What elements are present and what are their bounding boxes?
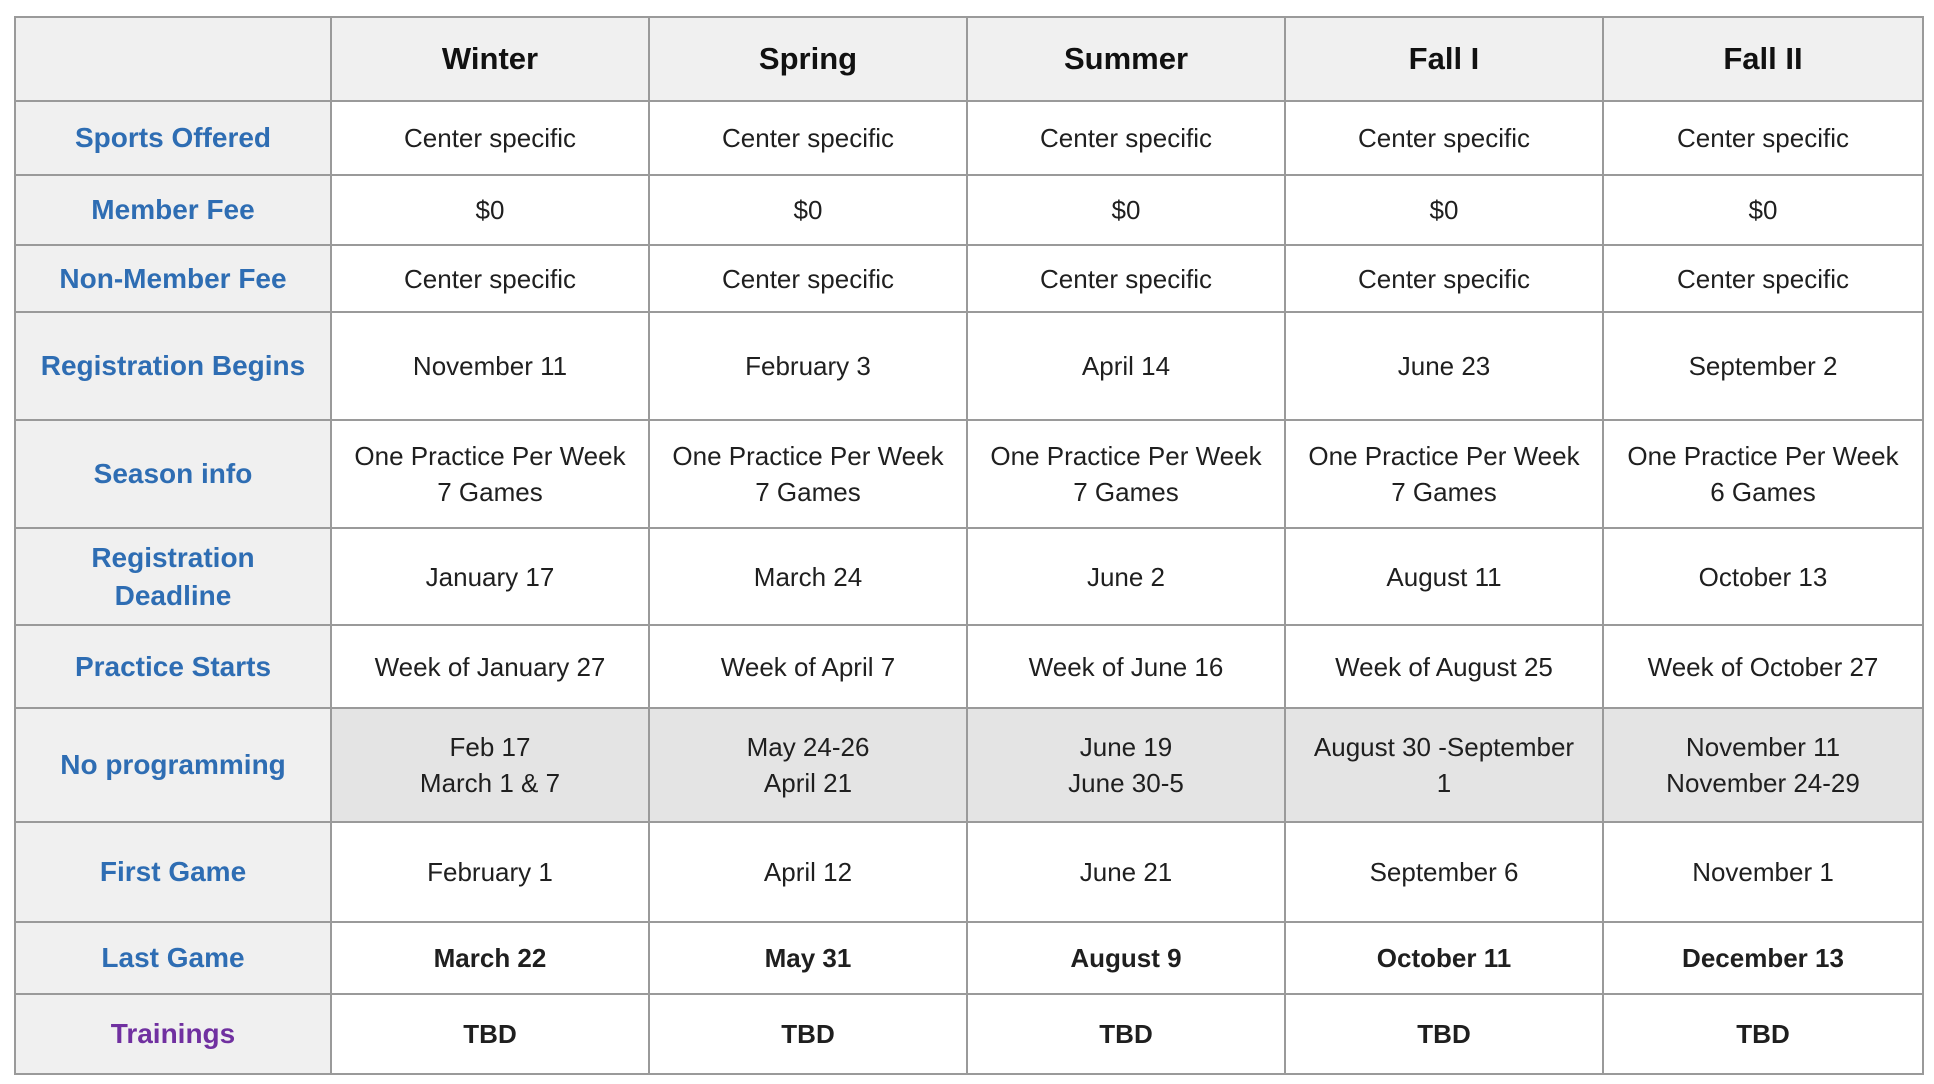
cell-value: Center specific bbox=[1285, 245, 1603, 312]
cell-value: TBD bbox=[1285, 994, 1603, 1074]
cell-value: TBD bbox=[1603, 994, 1923, 1074]
row-last-game bbox=[15, 922, 1923, 994]
cell-line: June 30-5 bbox=[1068, 768, 1184, 798]
column-header-fall-2: Fall II bbox=[1603, 17, 1923, 101]
cell-value bbox=[331, 420, 649, 528]
cell-value: April 14 bbox=[967, 312, 1285, 420]
row-first-game bbox=[15, 822, 1923, 922]
cell-value: Center specific bbox=[967, 245, 1285, 312]
cell-value bbox=[649, 708, 967, 822]
cell-line: 6 Games bbox=[1710, 477, 1816, 507]
cell-line: 7 Games bbox=[1073, 477, 1179, 507]
cell-value bbox=[1603, 708, 1923, 822]
cell-value: October 13 bbox=[1603, 528, 1923, 625]
cell-line: One Practice Per Week bbox=[354, 441, 626, 471]
cell-line: One Practice Per Week bbox=[1627, 441, 1899, 471]
row-label-last-game: Last Game bbox=[15, 922, 331, 994]
cell-value: Center specific bbox=[1603, 245, 1923, 312]
row-label-registration-begins: Registration Begins bbox=[15, 312, 331, 420]
cell-line: 7 Games bbox=[437, 477, 543, 507]
cell-value: November 11 bbox=[331, 312, 649, 420]
cell-value: Center specific bbox=[649, 101, 967, 175]
corner-cell bbox=[15, 17, 331, 101]
cell-line: One Practice Per Week bbox=[1308, 441, 1580, 471]
cell-value bbox=[967, 708, 1285, 822]
cell-line: March 1 & 7 bbox=[419, 768, 561, 798]
cell-value: November 1 bbox=[1603, 822, 1923, 922]
cell-value: May 31 bbox=[649, 922, 967, 994]
row-no-programming bbox=[15, 708, 1923, 822]
cell-value bbox=[649, 420, 967, 528]
row-label-line: Registration bbox=[91, 541, 255, 573]
cell-value: February 3 bbox=[649, 312, 967, 420]
row-label-non-member-fee: Non-Member Fee bbox=[15, 245, 331, 312]
row-label-trainings: Trainings bbox=[15, 994, 331, 1074]
cell-value: Center specific bbox=[649, 245, 967, 312]
cell-line: One Practice Per Week bbox=[990, 441, 1262, 471]
column-header-spring: Spring bbox=[649, 17, 967, 101]
row-label-first-game: First Game bbox=[15, 822, 331, 922]
row-member-fee bbox=[15, 175, 1923, 245]
cell-line: Feb 17 bbox=[449, 732, 531, 762]
cell-value: September 6 bbox=[1285, 822, 1603, 922]
row-sports-offered bbox=[15, 101, 1923, 175]
cell-value bbox=[967, 420, 1285, 528]
row-label-member-fee: Member Fee bbox=[15, 175, 331, 245]
cell-line: August 30 -September bbox=[1313, 732, 1575, 762]
cell-value: $0 bbox=[1285, 175, 1603, 245]
row-registration-deadline bbox=[15, 528, 1923, 625]
cell-line: 7 Games bbox=[1391, 477, 1497, 507]
column-header-summer: Summer bbox=[967, 17, 1285, 101]
cell-line: November 24-29 bbox=[1666, 768, 1860, 798]
cell-value: June 23 bbox=[1285, 312, 1603, 420]
cell-value: September 2 bbox=[1603, 312, 1923, 420]
cell-value bbox=[331, 708, 649, 822]
header-row bbox=[15, 17, 1923, 101]
column-header-fall-1: Fall I bbox=[1285, 17, 1603, 101]
cell-value: Week of October 27 bbox=[1603, 625, 1923, 708]
cell-value: February 1 bbox=[331, 822, 649, 922]
cell-value: August 11 bbox=[1285, 528, 1603, 625]
cell-value: Center specific bbox=[1285, 101, 1603, 175]
cell-line: June 19 bbox=[1079, 732, 1173, 762]
cell-value: TBD bbox=[331, 994, 649, 1074]
cell-value: June 21 bbox=[967, 822, 1285, 922]
cell-value: Center specific bbox=[331, 101, 649, 175]
cell-value: August 9 bbox=[967, 922, 1285, 994]
cell-value: $0 bbox=[331, 175, 649, 245]
row-practice-starts bbox=[15, 625, 1923, 708]
cell-value: TBD bbox=[649, 994, 967, 1074]
season-schedule-table bbox=[14, 16, 1924, 1075]
cell-value: $0 bbox=[967, 175, 1285, 245]
cell-value: Week of January 27 bbox=[331, 625, 649, 708]
cell-value: April 12 bbox=[649, 822, 967, 922]
row-non-member-fee bbox=[15, 245, 1923, 312]
cell-value: March 24 bbox=[649, 528, 967, 625]
column-header-winter: Winter bbox=[331, 17, 649, 101]
cell-value: June 2 bbox=[967, 528, 1285, 625]
row-registration-begins bbox=[15, 312, 1923, 420]
row-label-line: Deadline bbox=[114, 579, 232, 611]
cell-value: Center specific bbox=[967, 101, 1285, 175]
cell-value: Week of August 25 bbox=[1285, 625, 1603, 708]
row-label-sports-offered: Sports Offered bbox=[15, 101, 331, 175]
cell-value: Center specific bbox=[1603, 101, 1923, 175]
cell-value: $0 bbox=[1603, 175, 1923, 245]
cell-value bbox=[1603, 420, 1923, 528]
cell-value: Week of April 7 bbox=[649, 625, 967, 708]
cell-value: December 13 bbox=[1603, 922, 1923, 994]
row-label-no-programming: No programming bbox=[15, 708, 331, 822]
cell-value: $0 bbox=[649, 175, 967, 245]
cell-line: April 21 bbox=[763, 768, 853, 798]
cell-value: January 17 bbox=[331, 528, 649, 625]
cell-value bbox=[1285, 420, 1603, 528]
cell-value: Week of June 16 bbox=[967, 625, 1285, 708]
row-label-practice-starts: Practice Starts bbox=[15, 625, 331, 708]
cell-line: One Practice Per Week bbox=[672, 441, 944, 471]
cell-value: Center specific bbox=[331, 245, 649, 312]
cell-value: October 11 bbox=[1285, 922, 1603, 994]
cell-value bbox=[1285, 708, 1603, 822]
cell-line: 1 bbox=[1436, 768, 1452, 798]
row-label-season-info: Season info bbox=[15, 420, 331, 528]
cell-line: 7 Games bbox=[755, 477, 861, 507]
cell-line: May 24-26 bbox=[746, 732, 870, 762]
row-label-registration-deadline bbox=[15, 528, 331, 625]
cell-value: TBD bbox=[967, 994, 1285, 1074]
cell-value: March 22 bbox=[331, 922, 649, 994]
cell-line: November 11 bbox=[1685, 732, 1841, 762]
row-season-info bbox=[15, 420, 1923, 528]
row-trainings bbox=[15, 994, 1923, 1074]
